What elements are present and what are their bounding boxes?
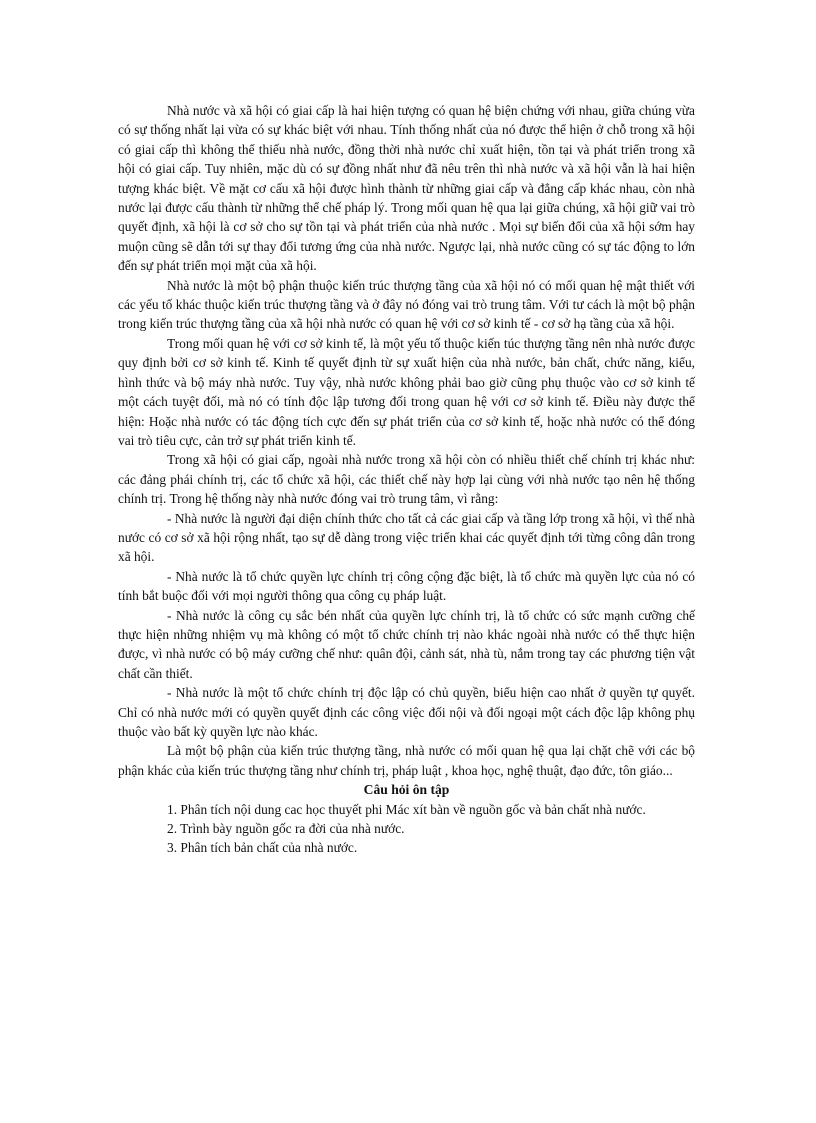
paragraph-relations: Là một bộ phận của kiến trúc thượng tầng, nhà nước có mối quan hệ qua lại chặt chẽ với các bộ phận khác của kiến trúc thượng tầng như chính trị, pháp luật , khoa học, nghệ thuật, đạo đức, tôn giáo...	[118, 743, 695, 778]
paragraph-economic-base: Trong mối quan hệ với cơ sở kinh tế, là một yếu tố thuộc kiến túc thượng tầng nên nhà nước được quy định bởi cơ sở kinh tế. Kinh tế quyết định từ sự xuất hiện của nhà nước, bản chất, chức năng, kiểu, hình thức và bộ máy nhà nước. Tuy vậy, nhà nước không phải bao giờ cũng phụ thuộc vào cơ sở kinh tế một cách tuyệt đối, mà nó có tính độc lập tương đối trong quan hệ với cơ sở kinh tế. Điều này được thể hiện: Hoặc nhà nước có tác động tích cực đến sự phát triển của cơ sở kinh tế, hoặc nhà nước có thể đóng vai trò tiêu cực, cản trở sự phát triển kinh tế.	[118, 335, 695, 448]
document-body	[118, 101, 695, 858]
review-question-2: 2. Trình bày nguồn gốc ra đời của nhà nước.	[167, 821, 405, 837]
paragraph-political-system: Trong xã hội có giai cấp, ngoài nhà nước trong xã hội còn có nhiều thiết chế chính trị khác như: các đảng phái chính trị, các tổ chức xã hội, các thiết chế này hợp lại cùng với nhà nước tạo nên hệ thống chính trị. Trong hệ thống này nhà nước đóng vai trò trung tâm, vì rằng:	[118, 452, 695, 507]
paragraph-state-society: Nhà nước và xã hội có giai cấp là hai hiện tượng có quan hệ biện chứng với nhau, giữa chúng vừa có sự thống nhất lại vừa có sự khác biệt với nhau. Tính thống nhất của nó được thể hiện ở chỗ trong xã hội có giai cấp thì không thể thiếu nhà nước, đồng thời nhà nước chỉ xuất hiện, tồn tại và phát triển trong xã hội có giai cấp. Tuy nhiên, mặc dù có sự đồng nhất như đã nêu trên thì nhà nước và xã hội vẫn là hai hiện tượng khác biệt. Về mặt cơ cấu xã hội được hình thành từ những giai cấp và đẳng cấp khác nhau, còn nhà nước lại được cấu thành từ những thể chế pháp lý. Trong mối quan hệ qua lại giữa chúng, xã hội giữ vai trò quyết định, xã hội là cơ sở cho sự tồn tại và phát triển của nhà nước . Mọi sự biến đổi của xã hội sớm hay muộn cũng sẽ dẫn tới sự thay đổi tương ứng của nhà nước. Ngược lại, nhà nước cũng có sự tác động to lớn đến sự phát triển mọi mặt của xã hội.	[118, 103, 695, 274]
review-question-3: 3. Phân tích bản chất của nhà nước.	[167, 840, 358, 856]
bullet-sovereignty: - Nhà nước là một tổ chức chính trị độc lập có chủ quyền, biểu hiện cao nhất ở quyền tự quyết. Chỉ có nhà nước mới có quyền quyết định các công việc đối nội và đối ngoại một cách độc lập không phụ thuộc vào bất kỳ quyền lực nào khác.	[118, 685, 695, 739]
review-heading: Câu hỏi ôn tập	[363, 782, 450, 798]
review-question-1: 1. Phân tích nội dung cac học thuyết phi Mác xít bàn về nguồn gốc và bản chất nhà nước.	[167, 801, 646, 817]
paragraph-superstructure: Nhà nước là một bộ phận thuộc kiến trúc thượng tầng của xã hội nó có mối quan hệ mật thiết với các yếu tố khác thuộc kiến trúc thượng tầng và ở đây nó đóng vai trò trung tâm. Với tư cách là một bộ phận trong kiến trúc thượng tầng của xã hội nhà nước có quan hệ với cơ sở kinh tế - cơ sở hạ tầng của xã hội.	[118, 277, 695, 332]
bullet-coercion: - Nhà nước là công cụ sắc bén nhất của quyền lực chính trị, là tổ chức có sức mạnh cưỡng chế thực hiện những nhiệm vụ mà không có một tổ chức chính trị nào khác ngoài nhà nước có thể thực hiện được, vì nhà nước có bộ máy cưỡng chế như: quân đội, cảnh sát, nhà tù, nắm trong tay các phương tiện vật chất cần thiết.	[118, 607, 695, 681]
bullet-public-power: - Nhà nước là tổ chức quyền lực chính trị công cộng đặc biệt, là tổ chức mà quyền lực của nó có tính bắt buộc đối với mọi người thông qua công cụ pháp luật.	[118, 568, 695, 604]
bullet-representative: - Nhà nước là người đại diện chính thức cho tất cả các giai cấp và tầng lớp trong xã hội, vì thế nhà nước có cơ sở xã hội rộng nhất, tạo sự dễ dàng trong việc triển khai các quyết định tới từng công dân trong xã hội.	[118, 510, 695, 565]
